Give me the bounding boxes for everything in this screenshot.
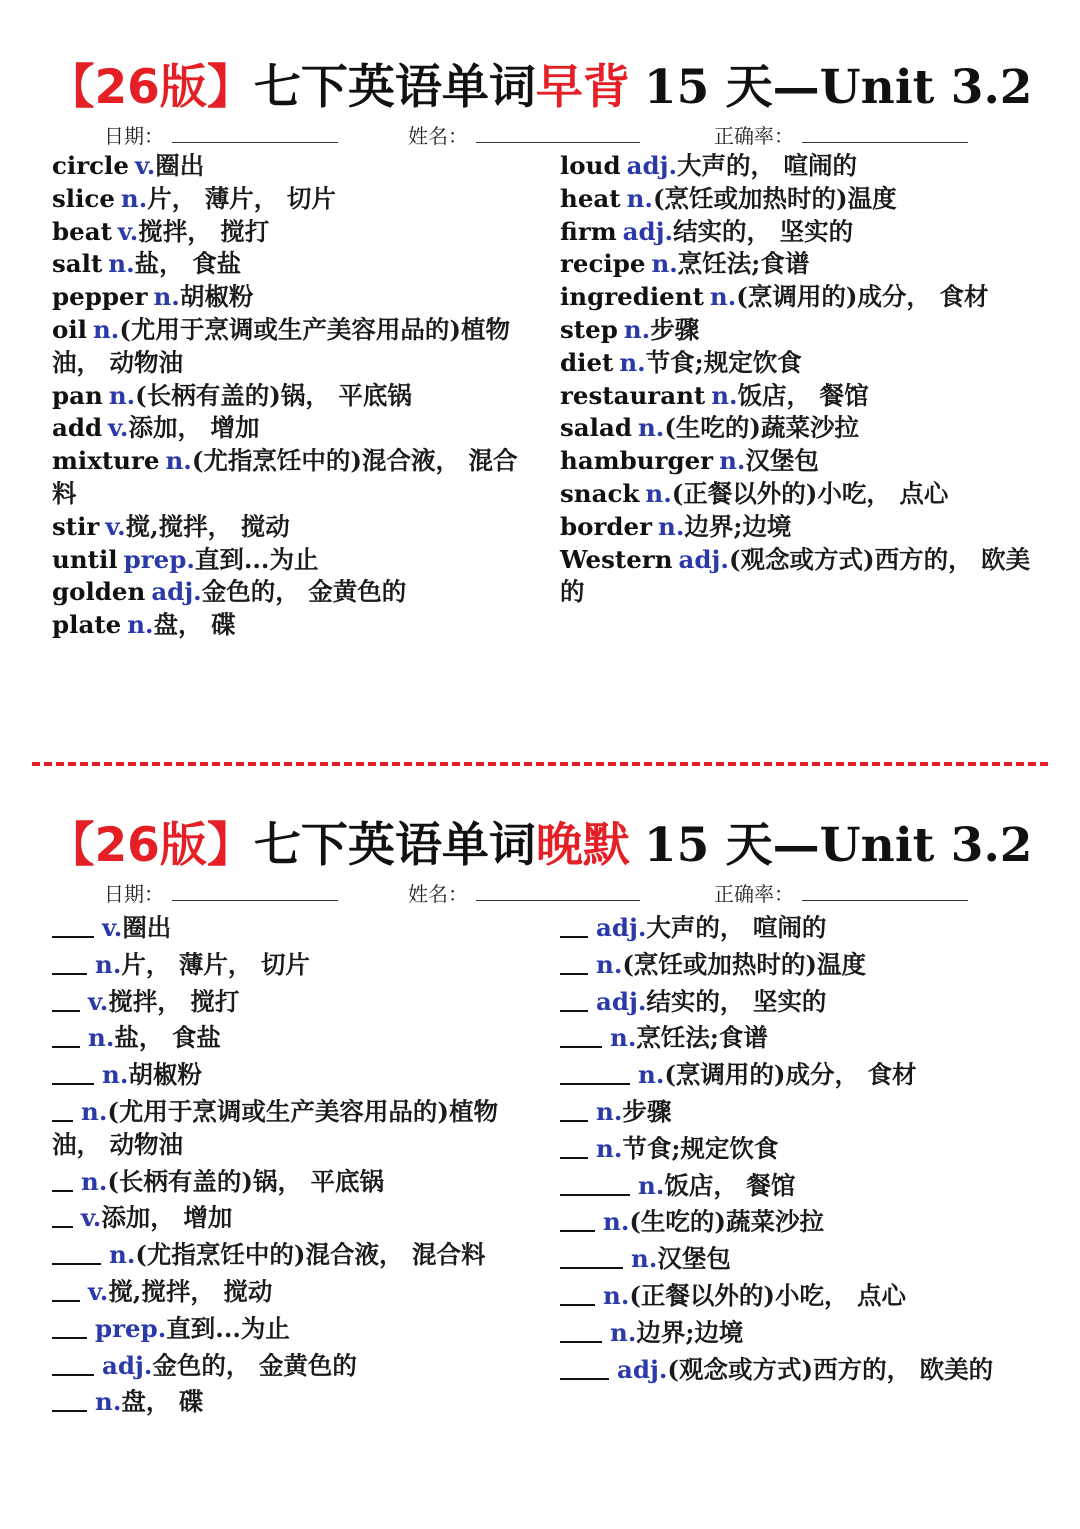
part-of-speech: v.: [88, 1276, 109, 1306]
title-edition: 【26版】: [47, 59, 254, 115]
answer-blank[interactable]: [52, 1094, 73, 1122]
word-meaning: 汉堡包: [657, 1244, 731, 1274]
page-title: [0, 52, 1080, 114]
title-accent: 晚默: [535, 817, 630, 873]
part-of-speech: n.: [95, 1387, 122, 1417]
part-of-speech: n.: [626, 183, 653, 213]
word-entry: [560, 380, 1040, 413]
answer-blank[interactable]: [560, 1241, 623, 1269]
word-entry: [52, 150, 532, 183]
blank-entry: [52, 1092, 532, 1162]
part-of-speech: v.: [105, 511, 126, 541]
accuracy-label: 正确率：: [714, 124, 794, 148]
part-of-speech: n.: [619, 347, 646, 377]
answer-blank[interactable]: [52, 1200, 73, 1228]
word-meaning: (烹饪或加热时的)温度: [652, 183, 897, 213]
answer-blank[interactable]: [560, 910, 588, 938]
part-of-speech: n.: [92, 314, 120, 344]
part-of-speech: n.: [81, 1166, 108, 1196]
word-entry: [560, 314, 1040, 347]
answer-blank[interactable]: [52, 1274, 80, 1302]
part-of-speech: n.: [165, 446, 192, 476]
word-meaning: 盘， 碟: [153, 610, 236, 640]
word-meaning: (尤指烹饪中的)混合液， 混合料: [52, 446, 518, 508]
answer-blank[interactable]: [560, 1204, 595, 1232]
word-text: golden: [52, 577, 146, 607]
word-meaning: 结实的， 坚实的: [673, 216, 854, 246]
part-of-speech: prep.: [123, 544, 195, 574]
part-of-speech: n.: [127, 610, 154, 640]
blank-entry: [560, 908, 1040, 945]
word-meaning: 边界;边境: [684, 511, 792, 541]
answer-blank[interactable]: [52, 984, 80, 1012]
blank-entry: [52, 1162, 532, 1199]
blank-entry: [52, 982, 532, 1019]
part-of-speech: adj.: [626, 151, 677, 180]
word-entry: [52, 216, 532, 249]
answer-blank[interactable]: [560, 1168, 630, 1196]
accuracy-field[interactable]: [714, 120, 968, 149]
part-of-speech: n.: [596, 1133, 623, 1163]
part-of-speech: n.: [623, 314, 651, 344]
part-of-speech: n.: [596, 1096, 623, 1126]
word-text: circle: [52, 151, 129, 180]
word-text: hamburger: [560, 446, 714, 476]
answer-blank[interactable]: [560, 984, 588, 1012]
word-meaning: 添加， 增加: [128, 413, 260, 443]
answer-blank[interactable]: [560, 1315, 602, 1343]
word-meaning: 金色的， 金黄色的: [152, 1350, 357, 1380]
word-meaning: 大声的， 喧闹的: [646, 913, 827, 942]
answer-blank[interactable]: [560, 1094, 588, 1122]
word-meaning: (烹调用的)成分， 食材: [736, 282, 989, 312]
part-of-speech: n.: [719, 446, 746, 476]
answer-blank[interactable]: [52, 1164, 73, 1192]
part-of-speech: adj.: [622, 216, 674, 246]
word-meaning: 片， 薄片， 切片: [121, 949, 310, 979]
part-of-speech: v.: [102, 913, 123, 942]
word-meaning: 盘， 碟: [121, 1387, 204, 1417]
date-label: 日期：: [104, 882, 164, 906]
part-of-speech: n.: [637, 413, 665, 443]
word-meaning: 汉堡包: [745, 446, 819, 476]
word-entry: [560, 150, 1040, 183]
word-meaning: (长柄有盖的)锅， 平底锅: [107, 1166, 385, 1196]
word-text: firm: [560, 216, 617, 246]
word-entry: [560, 216, 1040, 249]
accuracy-line: [802, 880, 968, 901]
part-of-speech: n.: [88, 1023, 115, 1053]
left-blank-list: [52, 908, 532, 1419]
word-entry: [52, 380, 532, 413]
word-text: stir: [52, 511, 100, 541]
word-text: recipe: [560, 249, 646, 279]
part-of-speech: n.: [81, 1096, 108, 1126]
word-entry: [52, 445, 532, 511]
word-entry: [560, 511, 1040, 544]
accuracy-field[interactable]: [714, 878, 968, 907]
word-entry: [560, 281, 1040, 314]
word-text: add: [52, 413, 103, 443]
word-meaning: 胡椒粉: [128, 1060, 202, 1090]
title-unit: 15 天—Unit 3.2: [643, 817, 1033, 873]
word-entry: [560, 445, 1040, 478]
word-meaning: 盐， 食盐: [114, 1023, 221, 1053]
word-meaning: 胡椒粉: [179, 282, 254, 312]
word-entry: [52, 248, 532, 281]
word-meaning: 烹饪法;食谱: [636, 1023, 768, 1053]
part-of-speech: v.: [117, 216, 139, 246]
word-meaning: 大声的， 喧闹的: [677, 151, 858, 180]
word-text: salad: [560, 413, 632, 443]
page-title-bottom: [0, 810, 1080, 872]
word-meaning: 步骤: [650, 314, 700, 344]
blank-entry: [52, 1382, 532, 1419]
word-meaning: 搅拌， 搅打: [138, 216, 270, 246]
part-of-speech: prep.: [95, 1313, 167, 1343]
right-blank-list: [560, 908, 1040, 1386]
part-of-speech: n.: [709, 282, 737, 312]
part-of-speech: n.: [120, 183, 148, 213]
accuracy-label: 正确率：: [714, 882, 794, 906]
answer-blank[interactable]: [52, 1348, 94, 1376]
word-meaning: 片， 薄片， 切片: [147, 183, 336, 213]
blank-entry: [560, 1202, 1040, 1239]
blank-entry: [52, 1235, 532, 1272]
answer-blank[interactable]: [560, 947, 588, 975]
left-word-list: [52, 150, 532, 642]
answer-blank[interactable]: [560, 1020, 602, 1048]
part-of-speech: v.: [81, 1203, 102, 1233]
word-meaning: (烹调用的)成分， 食材: [664, 1060, 917, 1090]
title-accent: 早背: [535, 59, 630, 115]
word-meaning: 圈出: [155, 151, 205, 180]
part-of-speech: v.: [108, 413, 129, 443]
answer-blank[interactable]: [52, 1311, 87, 1339]
accuracy-line: [802, 122, 968, 143]
word-text: oil: [52, 314, 87, 344]
meta-row: [0, 118, 1080, 150]
word-meaning: (生吃的)蔬菜沙拉: [629, 1207, 825, 1237]
part-of-speech: n.: [651, 249, 678, 279]
word-meaning: (正餐以外的)小吃， 点心: [671, 478, 949, 508]
answer-blank[interactable]: [52, 1020, 80, 1048]
word-entry: [52, 544, 532, 577]
title-main: 七下英语单词: [253, 817, 536, 873]
part-of-speech: n.: [658, 511, 685, 541]
blank-entry: [52, 1346, 532, 1383]
title-main: 七下英语单词: [253, 59, 536, 115]
blank-entry: [52, 1018, 532, 1055]
blank-entry: [560, 1350, 1040, 1387]
part-of-speech: n.: [108, 380, 136, 410]
word-entry: [52, 183, 532, 216]
word-text: step: [560, 314, 618, 344]
word-text: mixture: [52, 446, 160, 476]
answer-blank[interactable]: [560, 1131, 588, 1159]
date-line: [172, 122, 338, 143]
word-text: snack: [560, 478, 640, 508]
name-line: [476, 122, 640, 143]
word-text: diet: [560, 347, 614, 377]
part-of-speech: adj.: [151, 577, 202, 607]
part-of-speech: v.: [88, 986, 109, 1016]
answer-blank[interactable]: [52, 1237, 101, 1265]
word-meaning: (烹饪或加热时的)温度: [622, 949, 867, 979]
answer-blank[interactable]: [52, 1384, 87, 1412]
word-meaning: 直到...为止: [194, 544, 319, 574]
answer-blank[interactable]: [560, 1352, 609, 1380]
part-of-speech: adj.: [596, 986, 647, 1016]
part-of-speech: n.: [596, 949, 623, 979]
word-text: plate: [52, 610, 122, 640]
title-unit: 15 天—Unit 3.2: [643, 59, 1033, 115]
word-meaning: (尤指烹饪中的)混合液， 混合料: [135, 1240, 486, 1270]
word-meaning: (尤用于烹调或生产美容用品的)植物油， 动物油: [52, 1096, 499, 1159]
name-field[interactable]: [408, 878, 640, 907]
blank-entry: [560, 1055, 1040, 1092]
word-meaning: 盐， 食盐: [134, 249, 242, 279]
answer-blank[interactable]: [52, 1057, 94, 1085]
part-of-speech: adj.: [596, 913, 647, 942]
word-meaning: 边界;边境: [636, 1317, 744, 1347]
part-of-speech: n.: [610, 1317, 637, 1347]
word-text: loud: [560, 151, 621, 180]
blank-entry: [560, 1239, 1040, 1276]
word-meaning: 金色的， 金黄色的: [201, 577, 407, 607]
morning-section: [0, 52, 1080, 640]
word-entry: [52, 576, 532, 609]
word-text: ingredient: [560, 282, 704, 312]
word-meaning: 饭店， 餐馆: [737, 380, 869, 410]
word-meaning: 烹饪法;食谱: [677, 249, 810, 279]
word-text: heat: [560, 183, 621, 213]
part-of-speech: n.: [638, 1170, 665, 1200]
date-field[interactable]: [104, 878, 338, 907]
word-meaning: 步骤: [622, 1096, 672, 1126]
word-entry: [52, 281, 532, 314]
part-of-speech: n.: [711, 380, 738, 410]
word-entry: [560, 183, 1040, 216]
word-meaning: 直到...为止: [166, 1313, 290, 1343]
part-of-speech: n.: [631, 1244, 658, 1274]
blank-entry: [560, 1166, 1040, 1203]
word-text: pan: [52, 380, 103, 410]
part-of-speech: n.: [638, 1060, 665, 1090]
word-meaning: (观念或方式)西方的， 欧美的: [667, 1354, 994, 1384]
part-of-speech: n.: [603, 1280, 630, 1310]
word-entry: [52, 511, 532, 544]
right-word-list: [560, 150, 1040, 609]
part-of-speech: n.: [603, 1207, 630, 1237]
blank-entry: [560, 945, 1040, 982]
word-meaning: (正餐以外的)小吃， 点心: [629, 1280, 907, 1310]
word-entry: [560, 412, 1040, 445]
name-label: 姓名：: [408, 124, 468, 148]
date-label: 日期：: [104, 124, 164, 148]
part-of-speech: n.: [645, 478, 672, 508]
title-edition: 【26版】: [47, 817, 254, 873]
word-text: salt: [52, 249, 103, 279]
word-meaning: (生吃的)蔬菜沙拉: [664, 413, 860, 443]
word-meaning: 搅,搅拌， 搅动: [108, 1276, 273, 1306]
word-entry: [560, 544, 1040, 610]
word-meaning: 圈出: [122, 913, 172, 942]
blank-entry: [560, 1276, 1040, 1313]
word-meaning: 节食;规定饮食: [622, 1133, 779, 1163]
name-line: [476, 880, 640, 901]
word-text: pepper: [52, 282, 148, 312]
word-text: restaurant: [560, 380, 706, 410]
blank-entry: [560, 982, 1040, 1019]
part-of-speech: n.: [109, 1240, 136, 1270]
date-field[interactable]: [104, 120, 338, 149]
word-entry: [560, 478, 1040, 511]
blank-entry: [52, 908, 532, 945]
section-divider: [32, 762, 1048, 766]
word-entry: [560, 248, 1040, 281]
blank-entry: [560, 1129, 1040, 1166]
word-meaning: (观念或方式)西方的， 欧美的: [560, 544, 1031, 607]
word-meaning: 搅,搅拌， 搅动: [125, 511, 290, 541]
date-line: [172, 880, 338, 901]
part-of-speech: n.: [610, 1023, 637, 1053]
word-text: until: [52, 544, 118, 574]
word-meaning: 结实的， 坚实的: [646, 986, 827, 1016]
meta-row-bottom: [0, 876, 1080, 908]
word-text: border: [560, 511, 653, 541]
part-of-speech: n.: [108, 249, 135, 279]
part-of-speech: adj.: [678, 544, 729, 574]
blank-entry: [560, 1018, 1040, 1055]
answer-blank[interactable]: [52, 910, 94, 938]
word-meaning: 搅拌， 搅打: [108, 986, 240, 1016]
part-of-speech: n.: [95, 949, 122, 979]
answer-blank[interactable]: [560, 1278, 595, 1306]
word-entry: [52, 609, 532, 642]
name-field[interactable]: [408, 120, 640, 149]
name-label: 姓名：: [408, 882, 468, 906]
word-meaning: 添加， 增加: [101, 1203, 233, 1233]
word-meaning: 节食;规定饮食: [645, 347, 802, 377]
part-of-speech: adj.: [102, 1350, 153, 1380]
word-meaning: (长柄有盖的)锅， 平底锅: [135, 380, 412, 410]
blank-entry: [52, 1272, 532, 1309]
blank-entry: [52, 1055, 532, 1092]
blank-entry: [52, 945, 532, 982]
word-text: beat: [52, 216, 112, 246]
evening-section: [0, 810, 1080, 1417]
part-of-speech: v.: [134, 151, 156, 180]
word-meaning: (尤用于烹调或生产美容用品的)植物油， 动物油: [52, 314, 510, 377]
word-entry: [560, 347, 1040, 380]
blank-entry: [560, 1313, 1040, 1350]
word-meaning: 饭店， 餐馆: [664, 1170, 796, 1200]
answer-blank[interactable]: [560, 1057, 630, 1085]
blank-entry: [560, 1092, 1040, 1129]
word-entry: [52, 412, 532, 445]
part-of-speech: n.: [153, 282, 180, 312]
word-text: Western: [560, 544, 673, 574]
word-entry: [52, 314, 532, 380]
part-of-speech: n.: [102, 1060, 129, 1090]
answer-blank[interactable]: [52, 947, 87, 975]
blank-entry: [52, 1198, 532, 1235]
blank-entry: [52, 1309, 532, 1346]
part-of-speech: adj.: [617, 1354, 668, 1384]
word-text: slice: [52, 183, 115, 213]
